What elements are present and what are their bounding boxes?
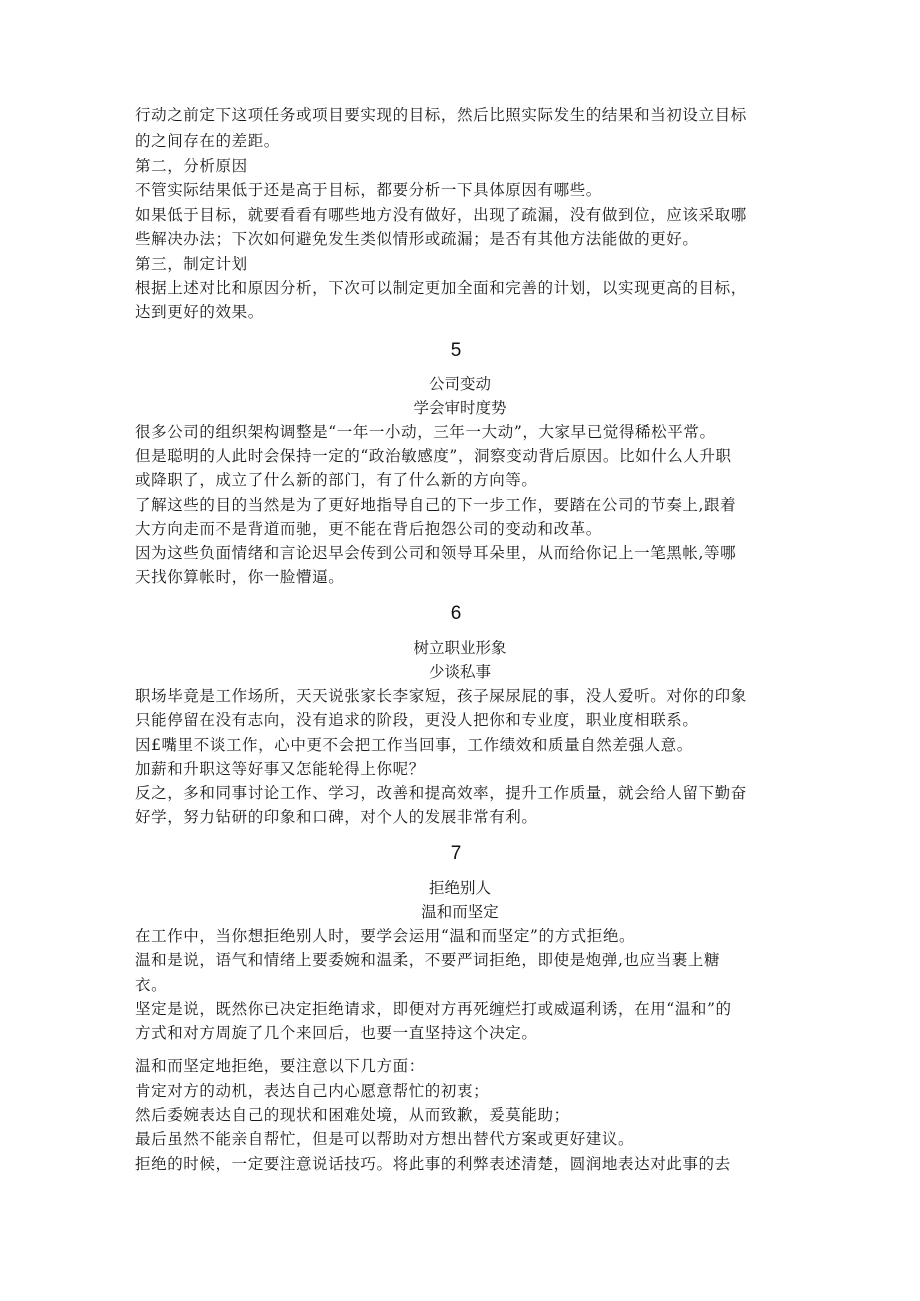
- intro-line: 行动之前定下这项任务或项目要实现的目标，然后比照实际发生的结果和当初设立目标: [135, 106, 747, 124]
- body-line: 职场毕竟是工作场所，天天说张家长李家短，孩子屎尿屁的事，没人爱听。对你的印象: [135, 687, 747, 705]
- body-line: 好学，努力钻研的印象和口碑，对个人的发展非常有利。: [135, 808, 538, 826]
- intro-line: 不管实际结果低于还是高于目标，都要分析一下具体原因有哪些。: [135, 181, 602, 199]
- body-line: 衣。: [135, 976, 168, 994]
- intro-heading: 第三，制定计划: [135, 255, 248, 273]
- section-number: 7: [450, 843, 462, 864]
- body-line: 只能停留在没有志向，没有追求的阶段，更没人把你和专业度，职业度相联系。: [135, 711, 699, 729]
- intro-line: 的之间存在的差距。: [135, 132, 280, 150]
- body-line: 最后虽然不能亲自帮忙，但是可以帮助对方想出替代方案或更好建议。: [135, 1130, 635, 1148]
- section-title: 拒绝别人: [428, 879, 491, 897]
- section-title: 树立职业形象: [413, 639, 507, 657]
- body-line: 很多公司的组织架构调整是“一年一小动，三年一大动”，大家早已觉得稀松平常。: [135, 423, 716, 441]
- body-line: 天找你算帐时，你一脸懵逼。: [135, 568, 345, 586]
- intro-heading: 第二，分析原因: [135, 157, 248, 175]
- body-line: 坚定是说，既然你已决定拒绝请求，即便对方再死缠烂打或威逼利诱，在用“温和”的: [135, 1000, 732, 1018]
- body-line: 拒绝的时候，一定要注意说话技巧。将此事的利弊表述清楚，圆润地表达对此事的去: [135, 1155, 731, 1173]
- section-subtitle: 少谈私事: [428, 663, 491, 681]
- body-line: 在工作中，当你想拒绝别人时，要学会运用“温和而坚定”的方式拒绝。: [135, 927, 636, 945]
- body-line: 温和是说，语气和情绪上要委婉和温柔，不要严词拒绝，即使是炮弹,也应当裹上糖: [135, 951, 721, 969]
- section-title: 公司变动: [428, 375, 491, 393]
- body-line: 了解这些的目的当然是为了更好地指导自己的下一步工作，要踏在公司的节奏上,跟着: [135, 496, 737, 514]
- body-line: 温和而坚定地拒绝，要注意以下几方面：: [135, 1057, 425, 1075]
- body-line: 然后委婉表达自己的现状和困难处境，从而致歉，爰莫能助；: [135, 1106, 570, 1124]
- section-subtitle: 学会审时度势: [413, 399, 507, 417]
- intro-line: 如果低于目标，就要看看有哪些地方没有做好，出现了疏漏，没有做到位，应该采取哪: [135, 206, 747, 224]
- body-line: 方式和对方周旋了几个来回后，也要一直坚持这个决定。: [135, 1024, 538, 1042]
- body-line: 大方向走而不是背道而驰，更不能在背后抱怨公司的变动和改革。: [135, 520, 602, 538]
- body-line: 或降职了，成立了什么新的部门，有了什么新的方向等。: [135, 471, 538, 489]
- intro-line: 些解决办法；下次如何避免发生类似情形或疏漏；是否有其他方法能做的更好。: [135, 230, 699, 248]
- body-line: 因为这些负面情绪和言论迟早会传到公司和领导耳朵里，从而给你记上一笔黑帐,等哪: [135, 544, 737, 562]
- body-line: 因£嘴里不谈工作，心中更不会把工作当回事，工作绩效和质量自然差强人意。: [135, 736, 693, 754]
- body-line: 但是聪明的人此时会保持一定的“政治敏感度”，洞察变动背后原因。比如什么人升职: [135, 447, 732, 465]
- intro-line: 达到更好的效果。: [135, 303, 264, 321]
- intro-line: 根据上述对比和原因分析，下次可以制定更加全面和完善的计划，以实现更高的目标，: [135, 279, 747, 297]
- body-line: 反之，多和同事讨论工作、学习，改善和提高效率，提升工作质量，就会给人留下勤奋: [135, 784, 747, 802]
- body-line: 肯定对方的动机，表达自己内心愿意帮忙的初衷；: [135, 1082, 490, 1100]
- section-subtitle: 温和而坚定: [421, 903, 499, 921]
- section-number: 5: [450, 340, 462, 361]
- section-number: 6: [450, 603, 462, 624]
- body-line: 加薪和升职这等好事又怎能轮得上你呢？: [135, 760, 425, 778]
